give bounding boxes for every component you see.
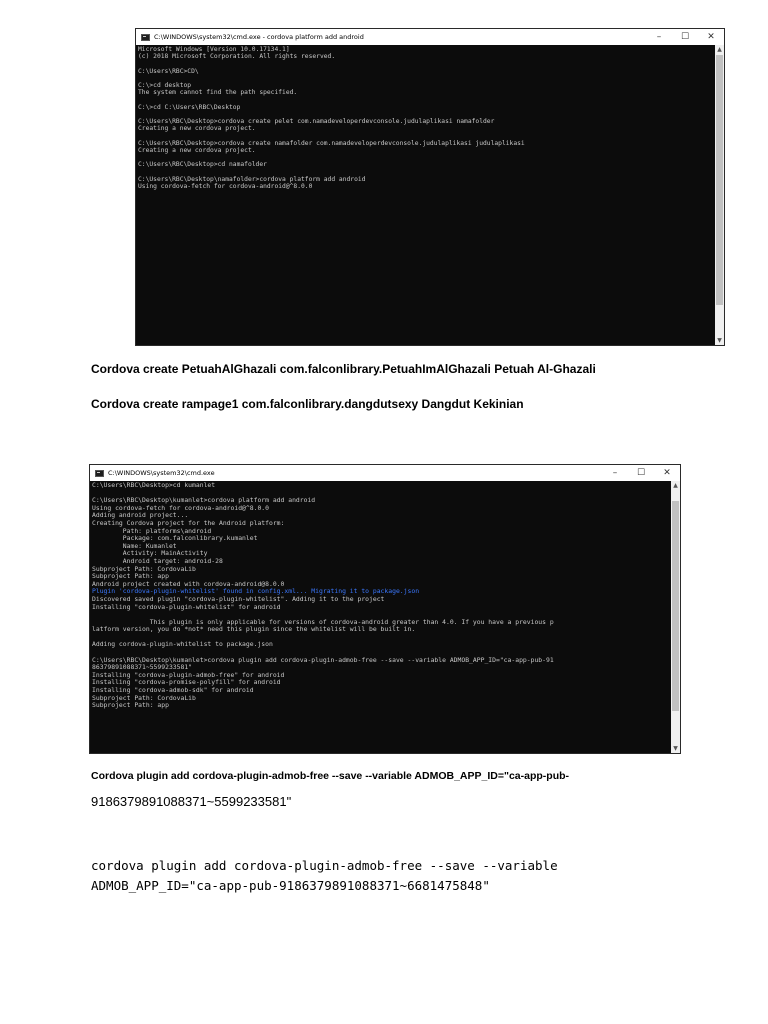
terminal-line: Using cordova-fetch for cordova-android@^8.0.0 [92,503,269,512]
terminal-window-2 [89,464,681,754]
terminal-line: Installing "cordova-plugin-admob-free" for android [92,670,285,679]
terminal-line: C:\Users\RBC\Desktop>cd kumanlet [92,481,216,489]
terminal-line [138,75,715,82]
terminal-2-titlebar [90,465,680,481]
maximize-button[interactable]: ☐ [636,468,646,478]
terminal-line: Installing "cordova-plugin-whitelist" for android [92,602,281,611]
terminal-line [138,111,715,118]
terminal-line: Creating a new cordova project. [138,146,256,154]
terminal-line: Activity: MainActivity [92,549,208,558]
terminal-line: Microsoft Windows [Version 10.0.17134.1] [138,46,290,53]
terminal-line: Adding cordova-plugin-whitelist to package.json [92,640,273,649]
caption-plugin-add-bold: Cordova plugin add cordova-plugin-admob-free --save --variable ADMOB_APP_ID="ca-app-pub- [91,770,570,782]
terminal-line: Adding android project... [92,511,189,520]
terminal-line: C:\Users\RBC\Desktop\kumanlet>cordova platform add android [92,496,316,505]
terminal-line: Path: platforms\android [92,526,212,535]
terminal-line [138,96,715,103]
terminal-line: Plugin 'cordova-plugin-whitelist' found in config.xml... Migrating it to package.json [92,587,420,596]
cmd-icon [141,34,150,41]
minimize-button[interactable]: – [656,32,662,42]
terminal-line: Name: Kumanlet [92,541,177,550]
terminal-line: Creating a new cordova project. [138,125,256,133]
caption-plugin-add-mono-cont: ADMOB_APP_ID="ca-app-pub-9186379891088371~6681475848" [91,878,490,893]
terminal-2-title: C:\WINDOWS\system32\cmd.exe [108,469,215,477]
caption-create-petuah: Cordova create PetuahAlGhazali com.falconlibrary.PetuahImAlGhazali Petuah Al-Ghazali [91,362,596,376]
terminal-line: C:\>cd C:\Users\RBC\Desktop [138,103,241,111]
terminal-line [138,132,715,139]
terminal-2-output [90,481,671,753]
terminal-line: Installing "cordova-promise-polyfill" for android [92,678,281,687]
terminal-line: Android target: android-28 [92,556,223,565]
caption-plugin-add-bold-cont: 9186379891088371~5599233581" [91,794,292,809]
terminal-line: Package: com.falconlibrary.kumanlet [92,534,258,543]
terminal-line: Subproject Path: CordovaLib [92,693,196,702]
terminal-line: C:\Users\RBC\Desktop>cordova create namafolder com.namadeveloperdevconsole.judulaplikasi judulaplikasi [138,139,525,147]
terminal-line: C:\Users\RBC\Desktop>cordova create pelet com.namadeveloperdevconsole.judulaplikasi namafolder [138,118,495,126]
terminal-2-scrollbar[interactable] [671,481,680,753]
terminal-line: Subproject Path: app [92,572,169,581]
terminal-line: Android project created with cordova-android@8.0.0 [92,579,285,588]
caption-plugin-add-mono: cordova plugin add cordova-plugin-admob-free --save --variable [91,858,558,873]
terminal-1-titlebar [136,29,724,45]
caption-create-rampage: Cordova create rampage1 com.falconlibrary.dangdutsexy Dangdut Kekinian [91,397,524,411]
terminal-line: Discovered saved plugin "cordova-plugin-whitelist". Adding it to the project [92,594,385,603]
scroll-down-icon[interactable]: ▼ [673,745,678,752]
scroll-down-icon[interactable]: ▼ [717,337,722,344]
terminal-line: The system cannot find the path specified. [138,89,298,97]
terminal-1-scrollbar[interactable] [715,45,724,345]
terminal-line: Installing "cordova-admob-sdk" for android [92,686,254,695]
terminal-line: C:\Users\RBC\Desktop>cd namafolder [138,161,267,169]
close-button[interactable]: ✕ [663,468,671,478]
scroll-thumb[interactable] [672,501,679,711]
maximize-button[interactable]: ☐ [680,32,690,42]
terminal-line: latform version, you do *not* need this plugin since the whitelist will be built in. [92,625,416,634]
terminal-line: Subproject Path: CordovaLib [92,564,196,573]
terminal-line [138,168,715,175]
terminal-line: C:\>cd desktop [138,82,192,90]
terminal-line: This plugin is only applicable for versions of cordova-android greater than 4.0. If you have a previous p [92,617,554,626]
cmd-icon [95,470,104,477]
terminal-line: Using cordova-fetch for cordova-android@^8.0.0 [138,182,313,190]
terminal-1-output [136,45,715,345]
terminal-line: 86379891088371~5599233581" [92,663,193,672]
terminal-line: C:\Users\RBC>CD\ [138,67,199,75]
scroll-thumb[interactable] [716,55,723,305]
terminal-line: C:\Users\RBC\Desktop\kumanlet>cordova plugin add cordova-plugin-admob-free --save --variable ADMOB_APP_ID="ca-app-pub-91 [92,655,554,664]
terminal-window-1 [135,28,725,346]
terminal-line: C:\Users\RBC\Desktop\namafolder>cordova platform add android [138,175,366,183]
terminal-line: (c) 2018 Microsoft Corporation. All rights reserved. [138,53,336,61]
scroll-up-icon[interactable]: ▲ [717,46,722,53]
close-button[interactable]: ✕ [707,32,715,42]
terminal-line [138,154,715,161]
minimize-button[interactable]: – [612,468,618,478]
terminal-1-title: C:\WINDOWS\system32\cmd.exe - cordova platform add android [154,33,364,41]
scroll-up-icon[interactable]: ▲ [673,482,678,489]
terminal-line: Subproject Path: app [92,701,169,710]
terminal-line [138,60,715,67]
terminal-line: Creating Cordova project for the Android platform: [92,518,285,527]
